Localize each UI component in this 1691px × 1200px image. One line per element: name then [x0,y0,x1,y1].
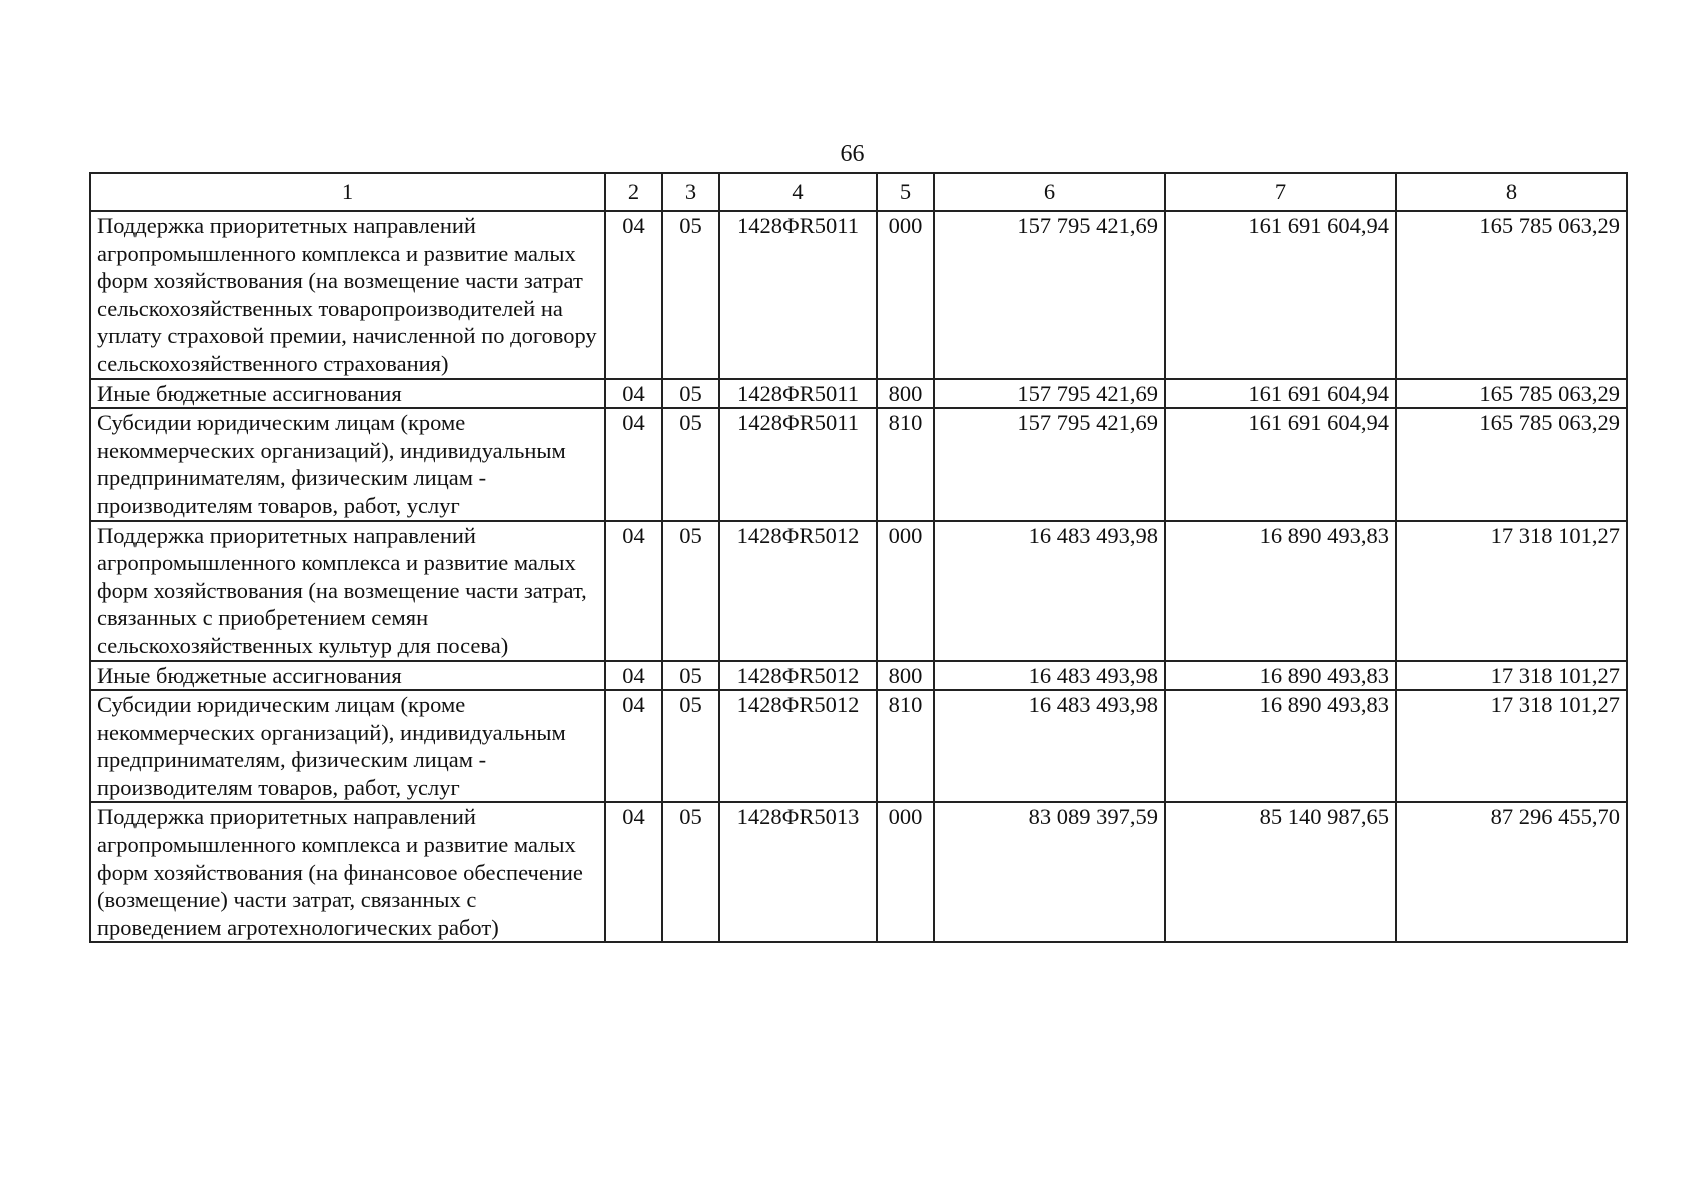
row-target-article: 1428ФR5012 [719,661,877,691]
header-row [90,173,1627,211]
row-target-article: 1428ФR5011 [719,379,877,409]
page-number: 66 [840,141,865,167]
row-name: Поддержка приоритетных направлений агропромышленного комплекса и развитие малых форм хозяйствования (на возмещение части затрат, связанных с приобретением семян сельскохозяйственных культур для посева) [90,521,605,661]
row-amount-7: 16 890 493,83 [1165,690,1396,802]
budget-table [89,172,1628,943]
row-amount-6: 16 483 493,98 [934,521,1165,661]
row-amount-6: 16 483 493,98 [934,661,1165,691]
row-target-article: 1428ФR5013 [719,802,877,942]
row-section: 04 [605,379,662,409]
row-subsection: 05 [662,521,719,661]
row-amount-7: 16 890 493,83 [1165,661,1396,691]
table-row [90,661,1627,691]
row-name: Поддержка приоритетных направлений агропромышленного комплекса и развитие малых форм хозяйствования (на возмещение части затрат сельскохозяйственных товаропроизводителей на уплату страховой премии, начисленной по договору сельскохозяйственного страхования) [90,211,605,379]
row-amount-7: 161 691 604,94 [1165,379,1396,409]
row-name: Субсидии юридическим лицам (кроме некоммерческих организаций), индивидуальным предпринимателям, физическим лицам - производителям товаров, работ, услуг [90,408,605,520]
row-amount-8: 17 318 101,27 [1396,521,1627,661]
row-subsection: 05 [662,211,719,379]
header-cell-3: 3 [662,173,719,211]
row-section: 04 [605,802,662,942]
header-cell-4: 4 [719,173,877,211]
row-name: Поддержка приоритетных направлений агропромышленного комплекса и развитие малых форм хозяйствования (на финансовое обеспечение (возмещение) части затрат, связанных с проведением агротехнологических работ) [90,802,605,942]
row-target-article: 1428ФR5012 [719,521,877,661]
row-amount-6: 157 795 421,69 [934,211,1165,379]
row-amount-8: 165 785 063,29 [1396,211,1627,379]
row-amount-7: 161 691 604,94 [1165,211,1396,379]
row-expense-type: 810 [877,690,934,802]
header-cell-5: 5 [877,173,934,211]
row-section: 04 [605,521,662,661]
row-name: Иные бюджетные ассигнования [90,379,605,409]
row-expense-type: 000 [877,211,934,379]
header-cell-1: 1 [90,173,605,211]
row-subsection: 05 [662,690,719,802]
row-target-article: 1428ФR5012 [719,690,877,802]
table-row [90,211,1627,379]
row-amount-8: 87 296 455,70 [1396,802,1627,942]
table-row [90,408,1627,520]
row-name: Субсидии юридическим лицам (кроме некоммерческих организаций), индивидуальным предпринимателям, физическим лицам - производителям товаров, работ, услуг [90,690,605,802]
row-target-article: 1428ФR5011 [719,211,877,379]
row-section: 04 [605,661,662,691]
row-subsection: 05 [662,802,719,942]
row-amount-8: 165 785 063,29 [1396,408,1627,520]
row-subsection: 05 [662,379,719,409]
row-amount-7: 161 691 604,94 [1165,408,1396,520]
row-subsection: 05 [662,661,719,691]
row-amount-8: 165 785 063,29 [1396,379,1627,409]
row-amount-8: 17 318 101,27 [1396,690,1627,802]
header-cell-6: 6 [934,173,1165,211]
row-name: Иные бюджетные ассигнования [90,661,605,691]
row-expense-type: 810 [877,408,934,520]
row-expense-type: 800 [877,661,934,691]
row-section: 04 [605,408,662,520]
row-amount-6: 157 795 421,69 [934,408,1165,520]
table-row [90,521,1627,661]
row-amount-6: 83 089 397,59 [934,802,1165,942]
header-cell-7: 7 [1165,173,1396,211]
row-amount-7: 16 890 493,83 [1165,521,1396,661]
row-expense-type: 000 [877,802,934,942]
row-amount-6: 157 795 421,69 [934,379,1165,409]
row-section: 04 [605,211,662,379]
row-amount-6: 16 483 493,98 [934,690,1165,802]
row-target-article: 1428ФR5011 [719,408,877,520]
row-amount-8: 17 318 101,27 [1396,661,1627,691]
header-cell-2: 2 [605,173,662,211]
row-subsection: 05 [662,408,719,520]
table-row [90,379,1627,409]
table-row [90,690,1627,802]
row-amount-7: 85 140 987,65 [1165,802,1396,942]
row-section: 04 [605,690,662,802]
table-row [90,802,1627,942]
header-cell-8: 8 [1396,173,1627,211]
row-expense-type: 000 [877,521,934,661]
row-expense-type: 800 [877,379,934,409]
